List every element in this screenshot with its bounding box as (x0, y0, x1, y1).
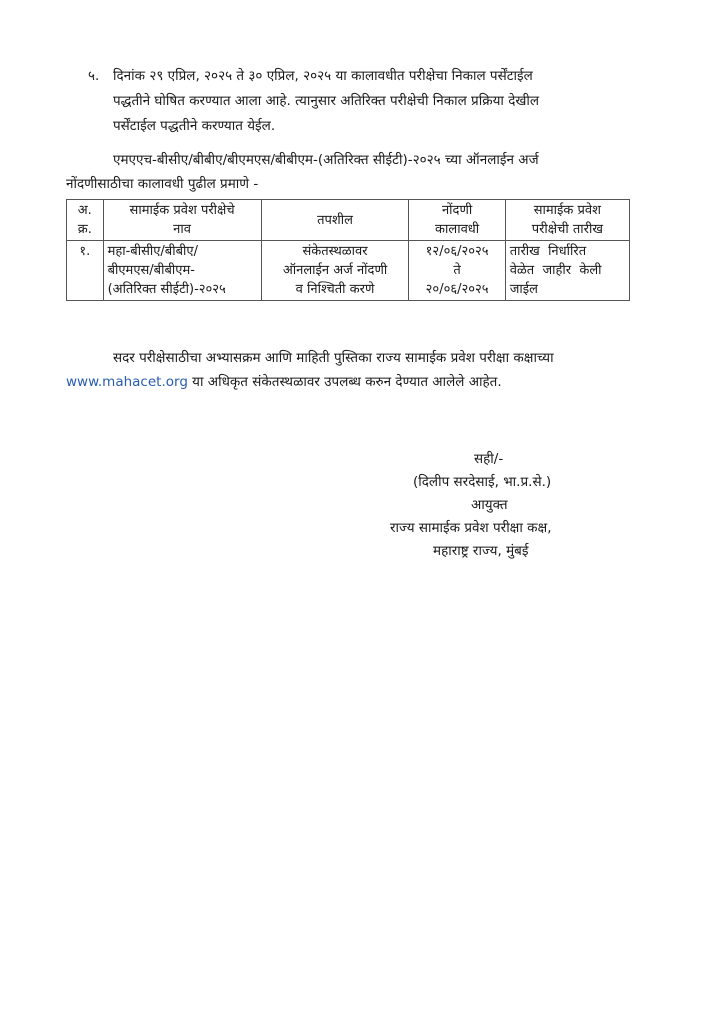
signatory-designation: आयुक्त (471, 497, 508, 513)
cell-exam-date: तारीख निर्धारित वेळेत जाहीर केली जाईल (505, 241, 629, 301)
point5-line-2: पद्धतीने घोषित करण्यात आला आहे. त्यानुसार अतिरिक्त परीक्षेची निकाल प्रक्रिया देखील (113, 93, 540, 109)
point-number: ५. (88, 68, 100, 84)
website-link[interactable]: www.mahacet.org (66, 374, 188, 390)
intro-line-2: नोंदणीसाठीचा कालावधी पुढील प्रमाणे - (66, 176, 259, 192)
table-row (67, 241, 630, 301)
closing-line-2 (66, 372, 502, 392)
signatory-office: राज्य सामाईक प्रवेश परीक्षा कक्ष, (390, 520, 552, 536)
point5-line-1: दिनांक २९ एप्रिल, २०२५ ते ३० एप्रिल, २०२५ या कालावधीत परीक्षेचा निकाल पर्सेंटाईल (113, 68, 533, 84)
signatory-place: महाराष्ट्र राज्य, मुंबई (433, 543, 529, 559)
signed-mark: सही/- (474, 451, 504, 467)
intro-line-1: एमएएच-बीसीए/बीबीए/बीएमएस/बीबीएम-(अतिरिक्त सीईटी)-२०२५ च्या ऑनलाईन अर्ज (113, 152, 539, 168)
cell-details: संकेतस्थळावर ऑनलाईन अर्ज नोंदणी व निश्चिती करणे (261, 241, 409, 301)
closing-line-2-rest: या अधिकृत संकेतस्थळावर उपलब्ध करुन देण्यात आलेले आहेत. (187, 374, 502, 390)
signatory-name: (दिलीप सरदेसाई, भा.प्र.से.) (413, 474, 552, 490)
header-exam-date: सामाईक प्रवेश परीक्षेची तारीख (505, 200, 629, 241)
header-registration-period: नोंदणी कालावधी (409, 200, 505, 241)
cell-registration-period: १२/०६/२०२५ ते २०/०६/२०२५ (409, 241, 505, 301)
cell-sr: १. (67, 241, 104, 301)
header-details: तपशील (261, 200, 409, 241)
point5-line-3: पर्सेंटाईल पद्धतीने करण्यात येईल. (113, 118, 276, 134)
closing-line-1: सदर परीक्षेसाठीचा अभ्यासक्रम आणि माहिती पुस्तिका राज्य सामाईक प्रवेश परीक्षा कक्षाच्या (113, 350, 554, 366)
header-sr: अ. क्र. (67, 200, 104, 241)
header-exam-name: सामाईक प्रवेश परीक्षेचे नाव (103, 200, 261, 241)
cell-exam-name: महा-बीसीए/बीबीए/ बीएमएस/बीबीएम- (अतिरिक्त सीईटी)-२०२५ (103, 241, 261, 301)
schedule-table (66, 199, 630, 301)
table-header-row (67, 200, 630, 241)
